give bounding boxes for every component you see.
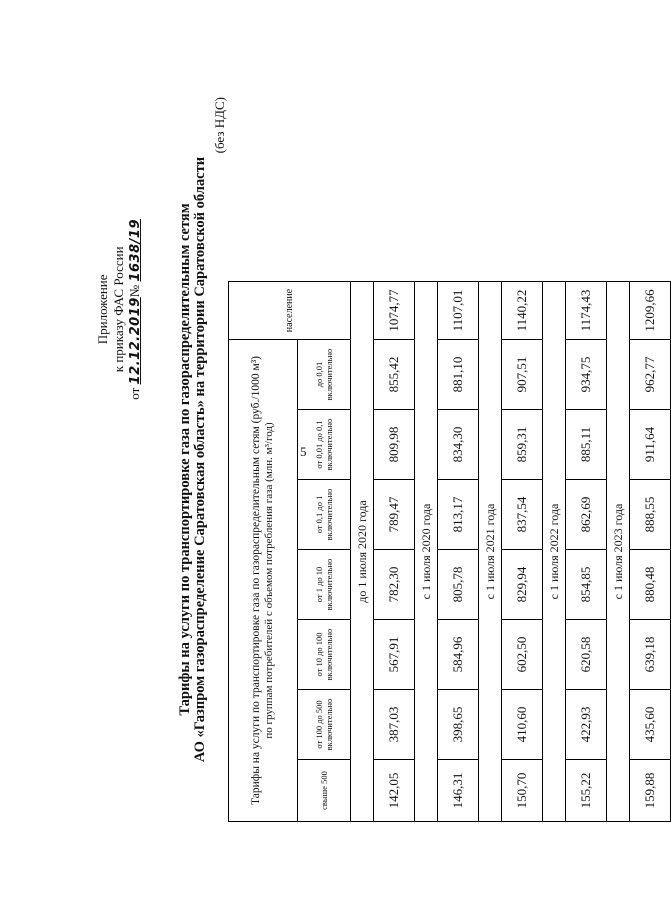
tariff-value-cell: 962,77 [630,340,671,410]
table-row [566,282,607,822]
tariff-value-cell: 567,91 [374,620,415,690]
period-label: до 1 июля 2020 года [351,282,374,822]
tariff-value-cell: 829,94 [502,550,543,620]
column-header: свыше 500 [298,760,351,822]
appendix-order: к приказу ФАС России [111,246,126,373]
tariff-value-cell: 834,30 [438,410,479,480]
tariff-value-cell: 854,85 [566,550,607,620]
tariff-value-cell: 855,42 [374,340,415,410]
appendix-block [95,219,144,400]
tariff-value-cell: 907,51 [502,340,543,410]
tariff-value-cell: 880,48 [630,550,671,620]
tariff-value-cell: 639,18 [630,620,671,690]
tariff-value-cell: 813,17 [438,480,479,550]
tariff-value-cell: 881,10 [438,340,479,410]
tariff-table [228,281,671,822]
document-title [178,67,208,852]
column-header: от 0,1 до 1 включительно [298,480,351,550]
tariff-value-cell: 422,93 [566,690,607,760]
tariff-value-cell: 142,05 [374,760,415,822]
order-date-prefix: от [127,384,142,400]
tariff-value-cell: 150,70 [502,760,543,822]
tariff-value-cell: 602,50 [502,620,543,690]
table-header-subtitle: по группам потребителей с объемом потребления газа (млн. м³/год) [263,422,275,739]
tariff-value-cell: 805,78 [438,550,479,620]
tariff-value-cell: 1107,01 [438,282,479,340]
column-header-population: население [229,282,351,340]
tariff-value-cell: 885,11 [566,410,607,480]
period-row [543,282,566,822]
period-row [479,282,502,822]
tariff-value-cell: 862,69 [566,480,607,550]
tariff-value-cell: 859,31 [502,410,543,480]
tariff-value-cell: 146,31 [438,760,479,822]
tariff-value-cell: 782,30 [374,550,415,620]
appendix-title: Приложение [95,274,110,345]
order-number-label: № [127,281,142,298]
tariff-value-cell: 911,64 [630,410,671,480]
period-label: с 1 июля 2020 года [415,282,438,822]
table-main-header [229,340,298,822]
tariff-value-cell: 809,98 [374,410,415,480]
tariff-value-cell: 1209,66 [630,282,671,340]
tariff-value-cell: 1074,77 [374,282,415,340]
table-row [630,282,671,822]
tariff-value-cell: 934,75 [566,340,607,410]
tariff-value-cell: 435,60 [630,690,671,760]
tariff-value-cell: 584,96 [438,620,479,690]
column-header: от 1 до 10 включительно [298,550,351,620]
table-header-row [229,282,298,822]
tariff-value-cell: 888,55 [630,480,671,550]
tariff-value-cell: 398,65 [438,690,479,760]
column-header: от 100 до 500 включительно [298,690,351,760]
tariff-value-cell: 1140,22 [502,282,543,340]
tariff-value-cell: 789,47 [374,480,415,550]
tariff-value-cell: 837,54 [502,480,543,550]
tariff-value-cell: 387,03 [374,690,415,760]
tariff-value-cell: 1174,43 [566,282,607,340]
title-line-1: Тарифы на услуги по транспортировке газа по газораспределительным сетям [177,203,193,716]
table-row [502,282,543,822]
table-header-title: Тарифы на услуги по транспортировке газа по газораспределительным сетям (руб./1000 м³) [250,356,262,805]
period-row [351,282,374,822]
order-date: 12.12.2019 [128,297,143,385]
period-row [415,282,438,822]
tariff-value-cell: 159,88 [630,760,671,822]
tariff-value-cell: 155,22 [566,760,607,822]
table-column-header-row [298,282,351,822]
table-row [374,282,415,822]
table-row [438,282,479,822]
tariff-value-cell: 410,60 [502,690,543,760]
tariff-value-cell: 620,58 [566,620,607,690]
tariff-table-body [229,282,671,822]
title-line-2: АО «Газпром газораспределение Саратовская область» на территории Саратовской области [192,156,208,763]
rotated-page-content [80,67,657,852]
column-header: до 0,01 включительно [298,340,351,410]
column-header: от 0,01 до 0,1 включительно [298,410,351,480]
page-number: 5 [300,444,307,459]
column-header: от 10 до 100 включительно [298,620,351,690]
order-number: 1638/19 [128,219,143,282]
period-row [607,282,630,822]
period-label: с 1 июля 2022 года [543,282,566,822]
period-label: с 1 июля 2023 года [607,282,630,822]
vat-note: (без НДС) [212,97,227,154]
order-reference [127,219,144,400]
period-label: с 1 июля 2021 года [479,282,502,822]
